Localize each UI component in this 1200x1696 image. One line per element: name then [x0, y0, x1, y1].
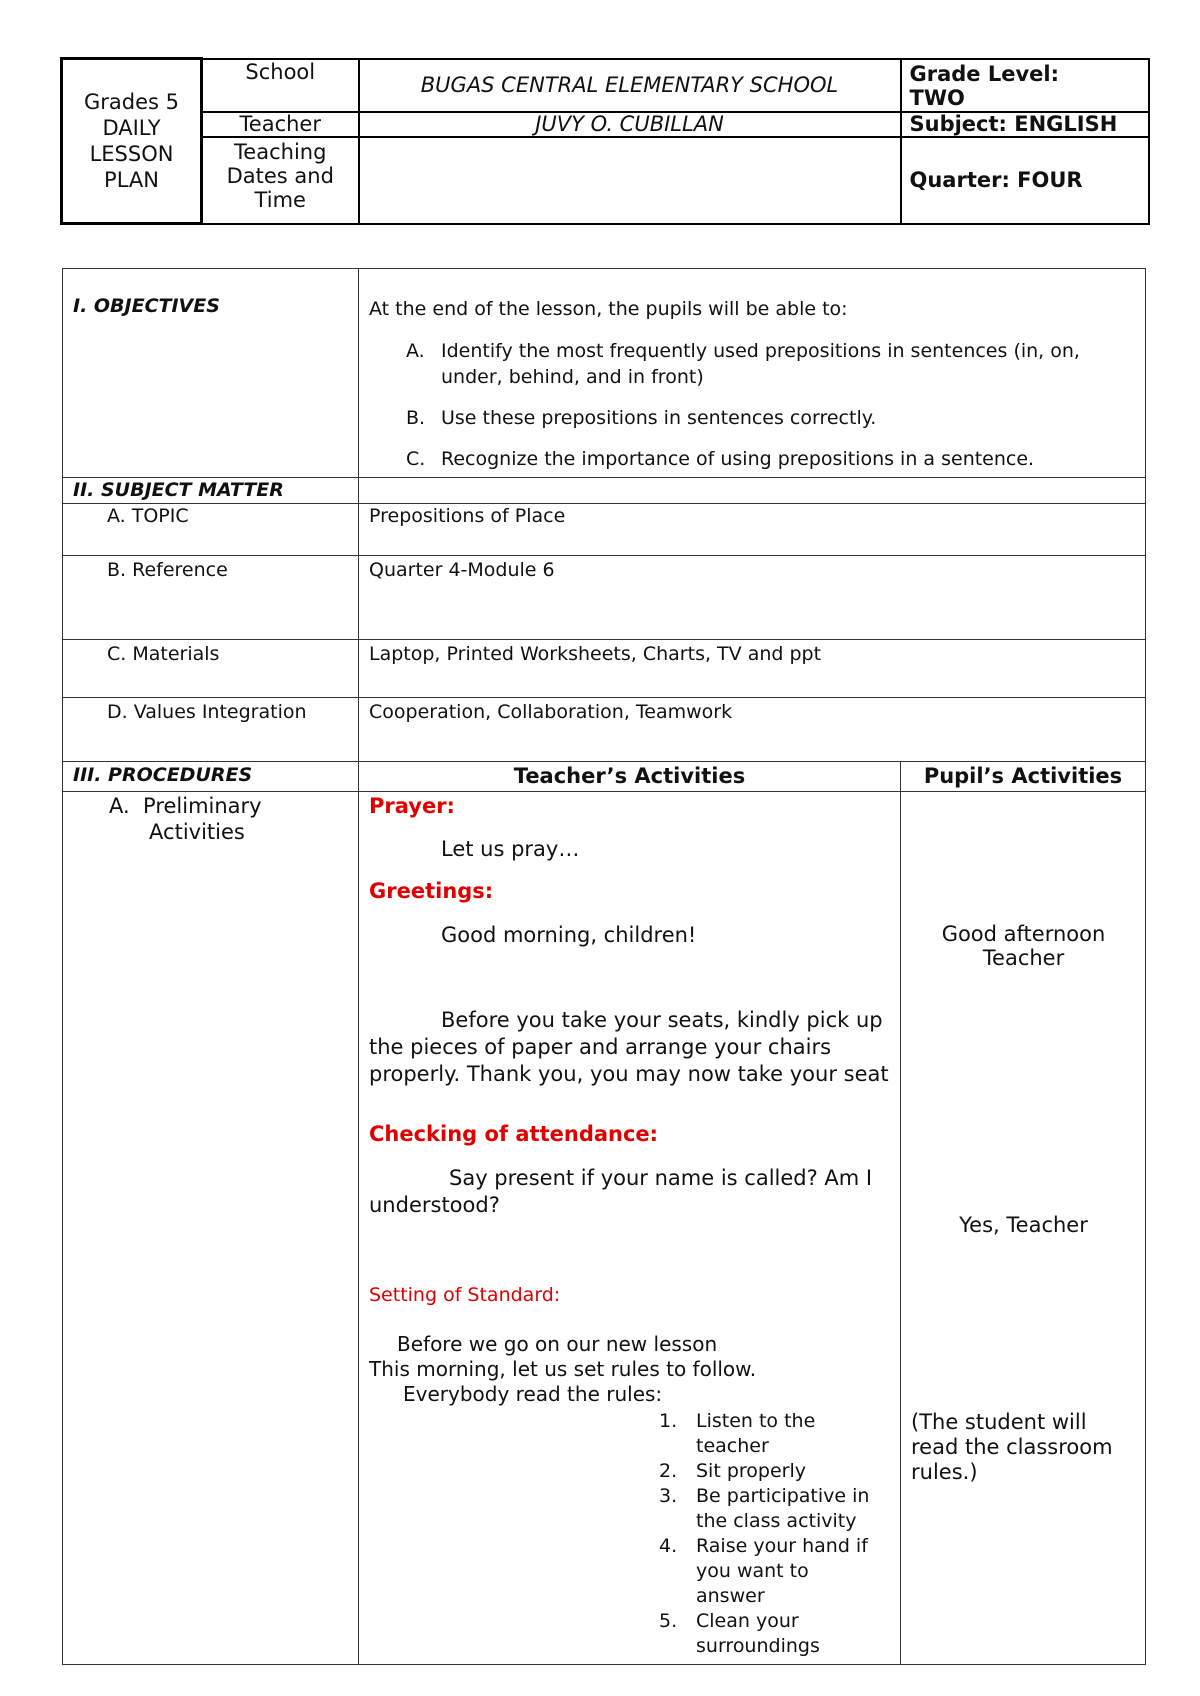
subject-matter-label: II. SUBJECT MATTER	[63, 478, 359, 504]
prayer-heading: Prayer:	[369, 794, 455, 818]
grade-level: Grade Level: TWO	[901, 59, 1149, 113]
values-label: D. Values Integration	[63, 698, 359, 762]
school-label: School	[202, 59, 359, 113]
standard-line: This morning, let us set rules to follow.	[369, 1357, 757, 1381]
rule-item: 5. Clean your surroundings	[659, 1610, 820, 1657]
standard-line: Everybody read the rules:	[403, 1382, 663, 1406]
teacher-activities-header: Teacher’s Activities	[359, 762, 901, 792]
pupil-activities-header: Pupil’s Activities	[901, 762, 1146, 792]
rule-item: 4. Raise your hand if you want to answer	[659, 1535, 868, 1607]
materials-label: C. Materials	[63, 640, 359, 698]
lesson-plan-label: Grades 5 DAILY LESSON PLAN	[62, 59, 202, 224]
rules-list	[659, 1409, 879, 1659]
teacher-label: Teacher	[202, 112, 359, 136]
preliminary-activities-label: A. Preliminary Activities	[109, 794, 262, 844]
rule-item: 1. Listen to the teacher	[659, 1410, 816, 1457]
rules-reply: (The student will read the classroom rules.)	[911, 1410, 1113, 1484]
values-value: Cooperation, Collaboration, Teamwork	[359, 698, 1146, 762]
greetings-reply: Good afternoon Teacher	[941, 922, 1106, 970]
dates-value	[359, 137, 901, 224]
header-table	[60, 57, 1150, 225]
objective-item: A. Identify the most frequently used prepositions in sentences (in, on, under, behind, and in front)	[406, 340, 1080, 388]
topic-value: Prepositions of Place	[359, 504, 1146, 556]
greetings-heading: Greetings:	[369, 879, 494, 903]
seats-text: Before you take your seats, kindly pick up the pieces of paper and arrange your chairs properly. Thank you, you may now take your seat	[369, 1008, 889, 1086]
procedures-label: III. PROCEDURES	[63, 762, 359, 792]
standard-intro	[369, 1332, 756, 1407]
greetings-text: Good morning, children!	[441, 923, 697, 947]
standard-heading: Setting of Standard:	[369, 1284, 561, 1306]
rule-item: 2. Sit properly	[659, 1460, 806, 1482]
standard-line: Before we go on our new lesson	[397, 1332, 718, 1356]
reference-label: B. Reference	[63, 556, 359, 640]
objective-item: C. Recognize the importance of using prepositions in a sentence.	[406, 448, 1035, 470]
attendance-heading: Checking of attendance:	[369, 1122, 659, 1146]
school-name: BUGAS CENTRAL ELEMENTARY SCHOOL	[359, 59, 901, 113]
lesson-table	[62, 268, 1146, 1665]
objectives-list	[369, 338, 1135, 472]
quarter: Quarter: FOUR	[901, 137, 1149, 224]
teacher-activities-cell	[359, 792, 901, 1665]
objectives-intro: At the end of the lesson, the pupils will be able to:	[369, 298, 848, 320]
prayer-text: Let us pray…	[441, 837, 580, 861]
subject: Subject: ENGLISH	[901, 112, 1149, 136]
pupil-activities-cell	[901, 792, 1146, 1665]
reference-value: Quarter 4-Module 6	[359, 556, 1146, 640]
topic-label: A. TOPIC	[63, 504, 359, 556]
objective-item: B. Use these prepositions in sentences correctly.	[406, 407, 877, 429]
attendance-text: Say present if your name is called? Am I understood?	[369, 1166, 873, 1217]
objectives-label: I. OBJECTIVES	[63, 269, 359, 478]
rule-item: 3. Be participative in the class activity	[659, 1485, 870, 1532]
dates-label: Teaching Dates and Time	[202, 137, 359, 224]
objectives-cell	[359, 269, 1146, 478]
teacher-name: JUVY O. CUBILLAN	[359, 112, 901, 136]
materials-value: Laptop, Printed Worksheets, Charts, TV and ppt	[359, 640, 1146, 698]
attendance-reply: Yes, Teacher	[959, 1213, 1088, 1237]
